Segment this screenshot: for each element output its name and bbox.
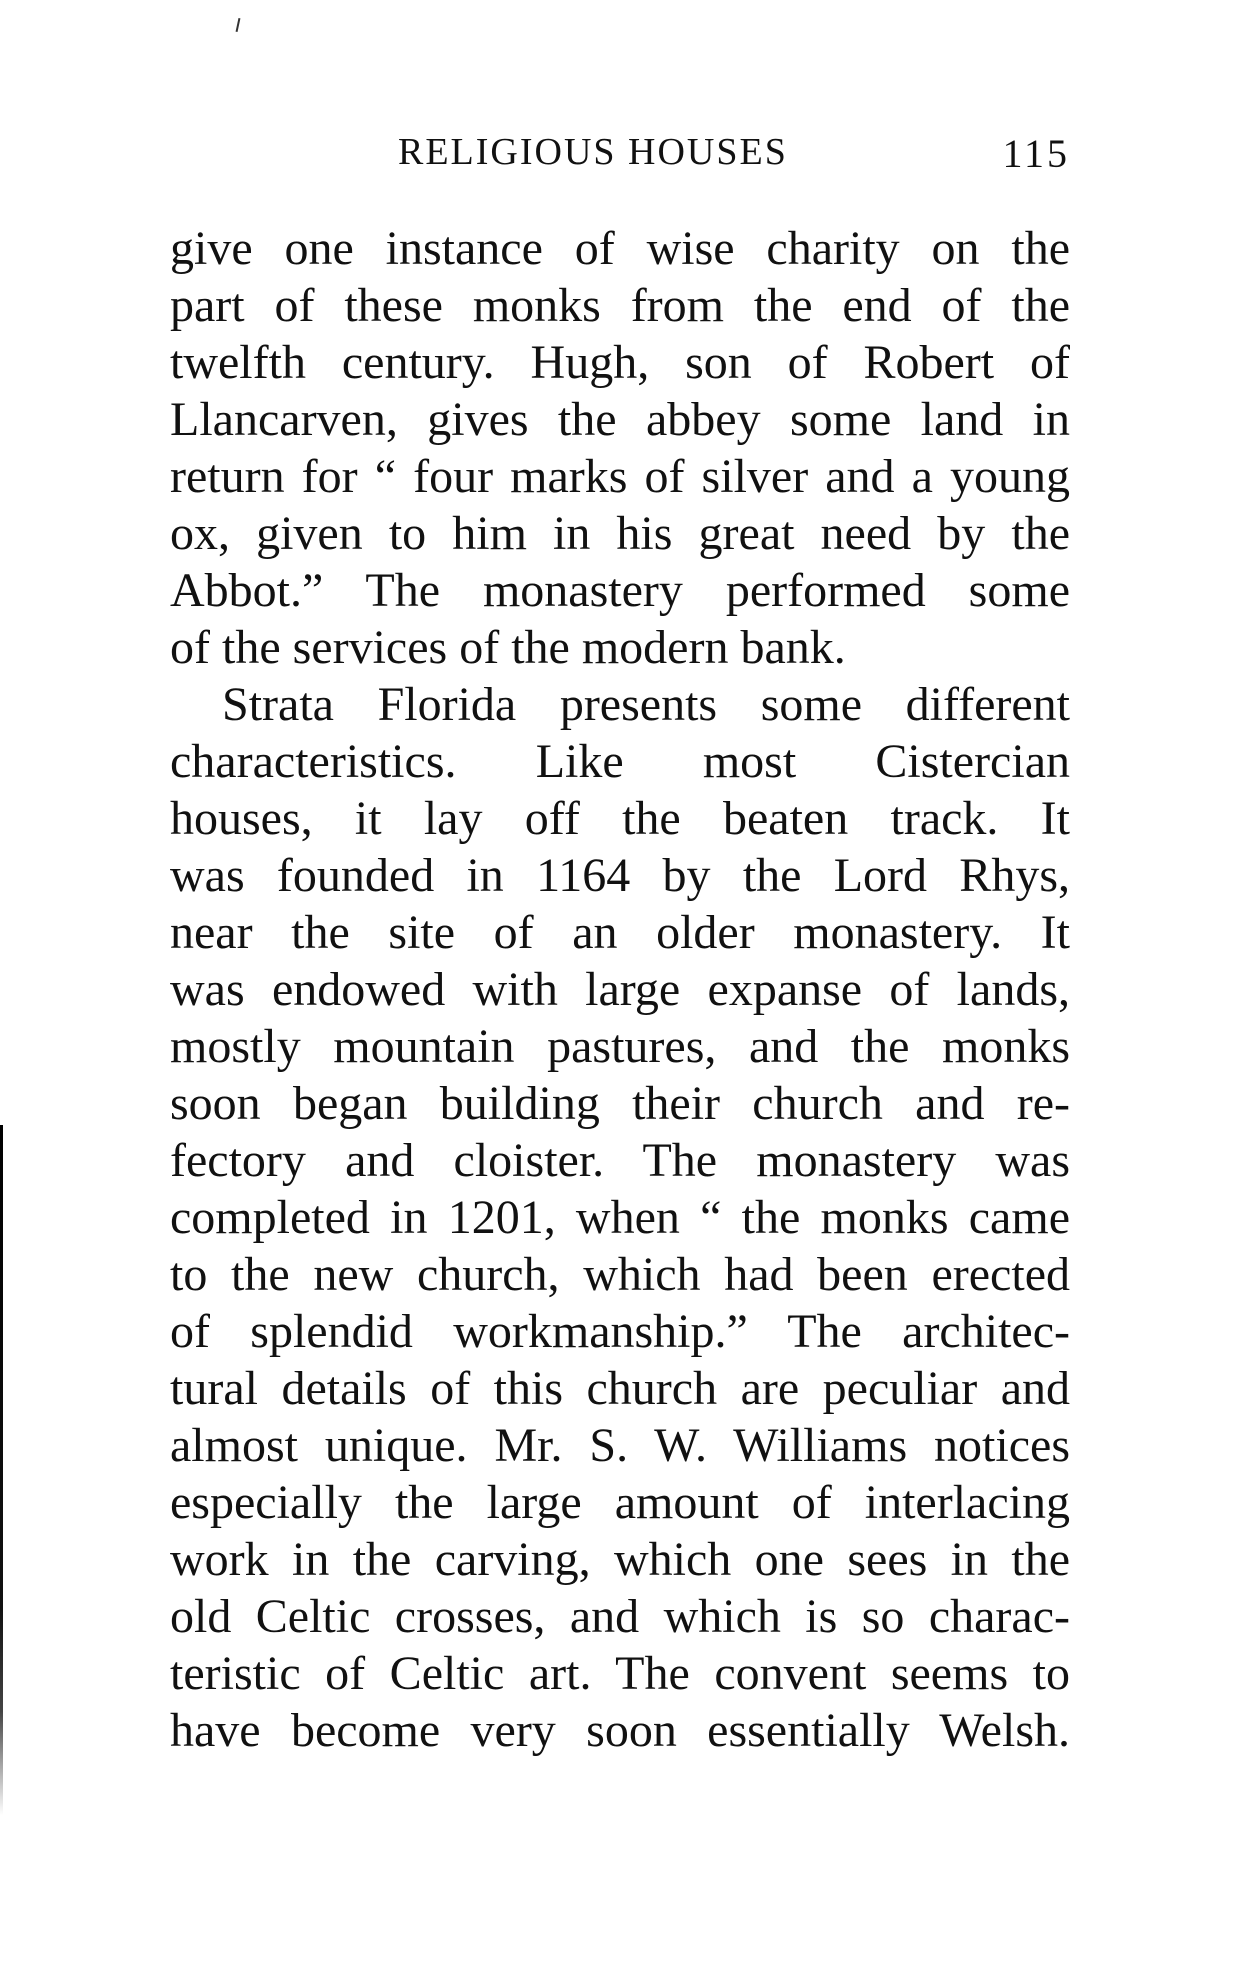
running-title: RELIGIOUS HOUSES (398, 131, 788, 173)
binding-edge (0, 1125, 3, 1815)
text-line: soon began building their church and re- (170, 1077, 1070, 1130)
text-line: near the site of an older monastery. It (170, 906, 1070, 959)
scan-speck (236, 18, 241, 32)
body-text (170, 220, 1070, 1759)
text-line: Strata Florida presents some different (222, 678, 1070, 731)
text-line: Llancarven, gives the abbey some land in (170, 393, 1070, 446)
text-line: Abbot.” The monastery performed some (170, 564, 1070, 617)
text-line: of splendid workmanship.” The architec- (170, 1305, 1070, 1358)
text-line: part of these monks from the end of the (170, 279, 1070, 332)
text-line: to the new church, which had been erected (170, 1248, 1070, 1301)
running-head (170, 130, 1070, 180)
text-line: completed in 1201, when “ the monks came (170, 1191, 1070, 1244)
text-line: characteristics. Like most Cistercian (170, 735, 1070, 788)
text-line: almost unique. Mr. S. W. Williams notices (170, 1419, 1070, 1472)
page-number: 115 (1002, 131, 1070, 176)
text-line: fectory and cloister. The monastery was (170, 1134, 1070, 1187)
text-line: have become very soon essentially Welsh. (170, 1704, 1070, 1757)
text-line: houses, it lay off the beaten track. It (170, 792, 1070, 845)
text-line: return for “ four marks of silver and a young (170, 450, 1070, 503)
text-line: was endowed with large expanse of lands, (170, 963, 1070, 1016)
text-line: especially the large amount of interlacing (170, 1476, 1070, 1529)
text-line: was founded in 1164 by the Lord Rhys, (170, 849, 1070, 902)
text-line: work in the carving, which one sees in the (170, 1533, 1070, 1586)
text-line: mostly mountain pastures, and the monks (170, 1020, 1070, 1073)
text-line: of the services of the modern bank. (170, 621, 846, 674)
text-line: old Celtic crosses, and which is so charac- (170, 1590, 1070, 1643)
text-line: tural details of this church are peculiar and (170, 1362, 1070, 1415)
text-line: give one instance of wise charity on the (170, 222, 1070, 275)
text-line: teristic of Celtic art. The convent seems to (170, 1647, 1070, 1700)
text-line: ox, given to him in his great need by the (170, 507, 1070, 560)
text-line: twelfth century. Hugh, son of Robert of (170, 336, 1070, 389)
